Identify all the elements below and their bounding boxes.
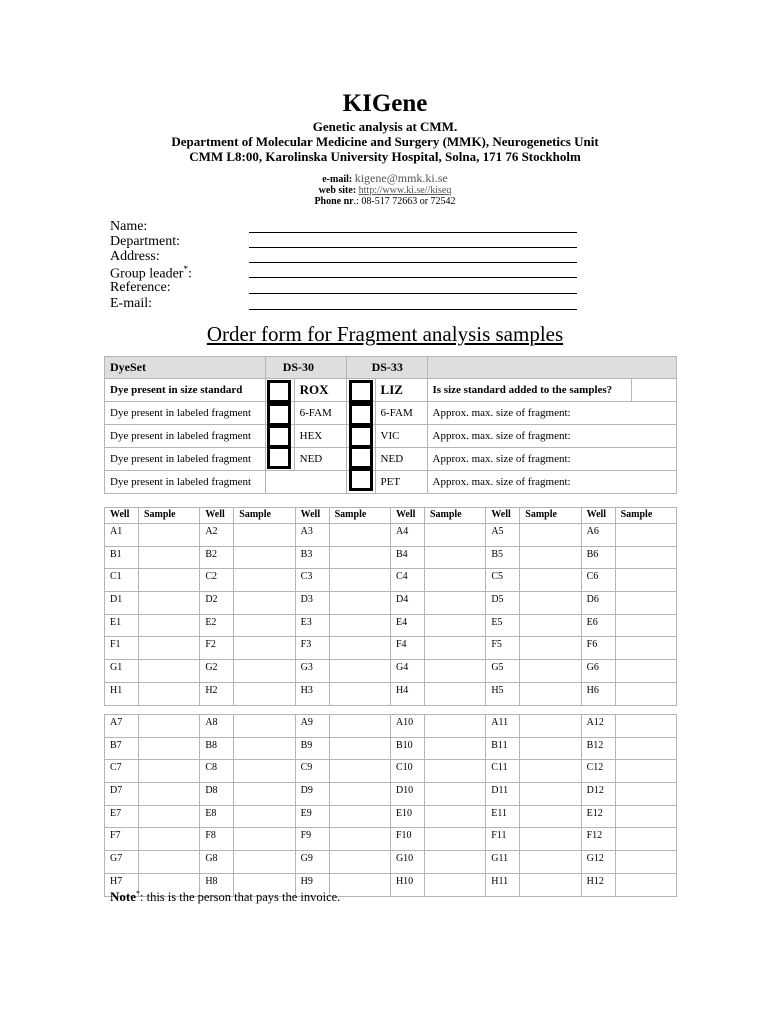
well-id: C11 (486, 760, 520, 783)
well-id: H1 (105, 682, 139, 705)
sample-input[interactable] (234, 524, 295, 547)
ds33-dye: VIC (375, 425, 427, 448)
sample-input[interactable] (424, 715, 485, 738)
sample-header: Sample (329, 508, 390, 524)
well-id: G5 (486, 660, 520, 683)
sample-input[interactable] (615, 715, 676, 738)
sample-header: Sample (615, 508, 676, 524)
ds33-size-standard: LIZ (375, 379, 427, 402)
sample-input[interactable] (234, 637, 295, 660)
size-standard-label: Dye present in size standard (105, 379, 266, 402)
sample-input[interactable] (234, 851, 295, 874)
plate-row (105, 546, 677, 569)
sample-input[interactable] (329, 783, 390, 806)
approx-size-label[interactable]: Approx. max. size of fragment: (427, 425, 677, 448)
well-id: F8 (200, 828, 234, 851)
well-id: D9 (295, 783, 329, 806)
well-id: F10 (390, 828, 424, 851)
ds33-dye-checkbox-2[interactable] (349, 425, 373, 448)
well-id: F3 (295, 637, 329, 660)
sample-input[interactable] (424, 828, 485, 851)
well-id: H5 (486, 682, 520, 705)
sample-input[interactable] (234, 682, 295, 705)
plate-row (105, 637, 677, 660)
sample-input[interactable] (234, 715, 295, 738)
well-id: B8 (200, 737, 234, 760)
well-id: B12 (581, 737, 615, 760)
sample-input[interactable] (615, 592, 676, 615)
sample-input[interactable] (424, 851, 485, 874)
sample-input[interactable] (138, 737, 199, 760)
sample-input[interactable] (520, 715, 581, 738)
well-id: G1 (105, 660, 139, 683)
sample-input[interactable] (234, 805, 295, 828)
well-id: D12 (581, 783, 615, 806)
size-standard-question: Is size standard added to the samples? (427, 379, 632, 402)
name-label: Name: (110, 219, 148, 234)
well-id: E11 (486, 805, 520, 828)
sample-input[interactable] (424, 524, 485, 547)
sample-input[interactable] (520, 524, 581, 547)
well-id: D7 (105, 783, 139, 806)
sample-input[interactable] (615, 828, 676, 851)
well-id: E4 (390, 614, 424, 637)
ds33-header: DS-33 (346, 357, 427, 379)
address-field[interactable] (249, 262, 577, 263)
sample-input[interactable] (234, 660, 295, 683)
sample-input[interactable] (138, 524, 199, 547)
ds33-dye-checkbox-3[interactable] (349, 446, 373, 469)
sample-input[interactable] (424, 783, 485, 806)
sample-input[interactable] (424, 569, 485, 592)
well-id: H8 (200, 873, 234, 896)
well-id: C1 (105, 569, 139, 592)
email-field[interactable] (249, 309, 577, 310)
subtitle-line-2: Department of Molecular Medicine and Surgery (MMK), Neurogenetics Unit (171, 134, 599, 149)
plate-row (105, 524, 677, 547)
sample-input[interactable] (234, 569, 295, 592)
well-id: H11 (486, 873, 520, 896)
well-id: B4 (390, 546, 424, 569)
sample-input[interactable] (615, 851, 676, 874)
ds30-dye-checkbox-3[interactable] (267, 446, 291, 469)
ds33-dye-checkbox-4[interactable] (349, 468, 373, 491)
sample-header: Sample (138, 508, 199, 524)
plate-row (105, 783, 677, 806)
plate-row (105, 828, 677, 851)
well-id: F7 (105, 828, 139, 851)
well-id: G12 (581, 851, 615, 874)
sample-input[interactable] (234, 592, 295, 615)
well-id: G7 (105, 851, 139, 874)
phone-label: Phone nr (314, 196, 354, 207)
sample-input[interactable] (138, 715, 199, 738)
well-id: D11 (486, 783, 520, 806)
form-title: Order form for Fragment analysis samples (206, 322, 564, 346)
well-id: D10 (390, 783, 424, 806)
well-id: E1 (105, 614, 139, 637)
well-id: F1 (105, 637, 139, 660)
well-id: H3 (295, 682, 329, 705)
sample-input[interactable] (424, 873, 485, 896)
sample-input[interactable] (234, 783, 295, 806)
sample-input[interactable] (138, 660, 199, 683)
plate-row (105, 614, 677, 637)
well-id: G8 (200, 851, 234, 874)
well-id: A7 (105, 715, 139, 738)
sample-input[interactable] (138, 783, 199, 806)
sample-input[interactable] (520, 805, 581, 828)
well-id: A11 (486, 715, 520, 738)
sample-input[interactable] (138, 592, 199, 615)
well-id: A3 (295, 524, 329, 547)
address-label: Address: (110, 249, 160, 264)
well-id: C10 (390, 760, 424, 783)
sample-input[interactable] (329, 760, 390, 783)
well-id: A12 (581, 715, 615, 738)
fragment-label: Dye present in labeled fragment (105, 425, 266, 448)
sample-input[interactable] (329, 592, 390, 615)
well-id: E5 (486, 614, 520, 637)
well-id: F9 (295, 828, 329, 851)
page-title: KIGene (342, 90, 428, 117)
well-id: G3 (295, 660, 329, 683)
reference-label: Reference: (110, 280, 171, 295)
sample-header: Sample (424, 508, 485, 524)
sample-input[interactable] (424, 805, 485, 828)
ds30-header: DS-30 (265, 357, 346, 379)
sample-input[interactable] (234, 614, 295, 637)
ds33-dye-checkbox-1[interactable] (349, 403, 373, 426)
sample-input[interactable] (615, 760, 676, 783)
size-standard-answer[interactable] (632, 379, 677, 402)
sample-input[interactable] (138, 682, 199, 705)
sample-input[interactable] (329, 682, 390, 705)
plate-row (105, 592, 677, 615)
ds33-dye: 6-FAM (375, 402, 427, 425)
well-id: C4 (390, 569, 424, 592)
sample-input[interactable] (329, 524, 390, 547)
note-label: Note (110, 889, 136, 905)
sample-input[interactable] (520, 828, 581, 851)
well-id: B5 (486, 546, 520, 569)
well-id: F6 (581, 637, 615, 660)
sample-input[interactable] (329, 737, 390, 760)
ds30-dye-checkbox-2[interactable] (267, 425, 291, 448)
sample-input[interactable] (138, 828, 199, 851)
well-id: G2 (200, 660, 234, 683)
approx-size-label[interactable]: Approx. max. size of fragment: (427, 471, 677, 494)
plate-row (105, 760, 677, 783)
sample-input[interactable] (424, 614, 485, 637)
plate-row (105, 805, 677, 828)
well-id: B9 (295, 737, 329, 760)
plate-row (105, 851, 677, 874)
well-id: C3 (295, 569, 329, 592)
well-id: E9 (295, 805, 329, 828)
plate-table-1-6 (104, 507, 677, 706)
sample-header: Sample (234, 508, 295, 524)
sample-input[interactable] (329, 637, 390, 660)
ds30-dye: HEX (294, 425, 346, 448)
well-id: B10 (390, 737, 424, 760)
sample-input[interactable] (138, 805, 199, 828)
well-id: G4 (390, 660, 424, 683)
dye-row (105, 402, 677, 425)
sample-input[interactable] (615, 805, 676, 828)
sample-input[interactable] (520, 569, 581, 592)
liz-checkbox[interactable] (349, 380, 373, 403)
sample-input[interactable] (329, 715, 390, 738)
website-link[interactable]: http://www.ki.se//kiseq (358, 185, 452, 196)
sample-input[interactable] (424, 682, 485, 705)
well-id: F2 (200, 637, 234, 660)
sample-input[interactable] (329, 660, 390, 683)
approx-size-label[interactable]: Approx. max. size of fragment: (427, 448, 677, 471)
sample-input[interactable] (138, 546, 199, 569)
ds30-dye-checkbox-1[interactable] (267, 403, 291, 426)
well-id: C12 (581, 760, 615, 783)
group-leader-label: Group leader*: (110, 264, 192, 282)
ds30-dye: NED (294, 448, 346, 471)
email-line (0, 171, 770, 186)
well-id: H9 (295, 873, 329, 896)
well-id: H4 (390, 682, 424, 705)
well-id: E7 (105, 805, 139, 828)
plate-row (105, 682, 677, 705)
well-id: C9 (295, 760, 329, 783)
subtitle-line-1: Genetic analysis at CMM. (312, 119, 458, 134)
plate-header-row (105, 508, 677, 524)
dyeset-header-row (105, 357, 677, 379)
sample-input[interactable] (329, 805, 390, 828)
plate-row (105, 569, 677, 592)
well-id: H2 (200, 682, 234, 705)
well-id: A1 (105, 524, 139, 547)
ds33-dye: PET (375, 471, 427, 494)
sample-input[interactable] (615, 637, 676, 660)
well-header: Well (295, 508, 329, 524)
sample-input[interactable] (329, 546, 390, 569)
approx-size-label[interactable]: Approx. max. size of fragment: (427, 402, 677, 425)
sample-input[interactable] (520, 783, 581, 806)
email-label: e-mail: (322, 174, 353, 185)
well-id: D8 (200, 783, 234, 806)
sample-input[interactable] (615, 873, 676, 896)
fragment-label: Dye present in labeled fragment (105, 402, 266, 425)
well-id: H12 (581, 873, 615, 896)
sample-input[interactable] (424, 592, 485, 615)
well-id: A5 (486, 524, 520, 547)
well-id: A10 (390, 715, 424, 738)
well-id: G9 (295, 851, 329, 874)
well-id: E10 (390, 805, 424, 828)
well-id: F5 (486, 637, 520, 660)
fragment-label: Dye present in labeled fragment (105, 448, 266, 471)
dye-row (105, 425, 677, 448)
well-id: C6 (581, 569, 615, 592)
sample-input[interactable] (520, 592, 581, 615)
well-id: H7 (105, 873, 139, 896)
sample-input[interactable] (424, 546, 485, 569)
ds33-dye: NED (375, 448, 427, 471)
sample-input[interactable] (234, 737, 295, 760)
well-id: B7 (105, 737, 139, 760)
well-id: A4 (390, 524, 424, 547)
well-id: F11 (486, 828, 520, 851)
sample-input[interactable] (138, 569, 199, 592)
sample-input[interactable] (138, 614, 199, 637)
website-line (0, 185, 770, 196)
ds30-dye: 6-FAM (294, 402, 346, 425)
sample-input[interactable] (424, 760, 485, 783)
well-id: B11 (486, 737, 520, 760)
well-id: C2 (200, 569, 234, 592)
dye-row (105, 448, 677, 471)
sample-input[interactable] (234, 546, 295, 569)
sample-input[interactable] (329, 569, 390, 592)
well-id: D3 (295, 592, 329, 615)
phone-number: .: 08-517 72663 or 72542 (353, 196, 456, 207)
well-id: E3 (295, 614, 329, 637)
size-standard-row (105, 379, 677, 402)
email-field-label: E-mail: (110, 296, 152, 311)
sample-input[interactable] (520, 546, 581, 569)
well-id: F12 (581, 828, 615, 851)
sample-input[interactable] (424, 637, 485, 660)
sample-input[interactable] (329, 614, 390, 637)
plate-row (105, 715, 677, 738)
reference-field[interactable] (249, 293, 577, 294)
well-id: E6 (581, 614, 615, 637)
well-id: B6 (581, 546, 615, 569)
sample-input[interactable] (615, 660, 676, 683)
well-id: D1 (105, 592, 139, 615)
name-field[interactable] (249, 232, 577, 233)
well-id: H6 (581, 682, 615, 705)
well-header: Well (581, 508, 615, 524)
well-id: B1 (105, 546, 139, 569)
well-id: D6 (581, 592, 615, 615)
sample-input[interactable] (615, 546, 676, 569)
sample-input[interactable] (520, 637, 581, 660)
well-header: Well (105, 508, 139, 524)
well-id: C5 (486, 569, 520, 592)
sample-input[interactable] (520, 660, 581, 683)
department-field[interactable] (249, 247, 577, 248)
sample-input[interactable] (138, 637, 199, 660)
well-id: E2 (200, 614, 234, 637)
well-id: E8 (200, 805, 234, 828)
sample-input[interactable] (615, 614, 676, 637)
well-id: G6 (581, 660, 615, 683)
sample-input[interactable] (615, 569, 676, 592)
ds30-size-standard: ROX (294, 379, 346, 402)
department-label: Department: (110, 234, 180, 249)
well-id: G11 (486, 851, 520, 874)
well-id: H10 (390, 873, 424, 896)
well-id: A2 (200, 524, 234, 547)
well-header: Well (390, 508, 424, 524)
plate-row (105, 660, 677, 683)
sample-input[interactable] (234, 828, 295, 851)
sample-input[interactable] (615, 737, 676, 760)
sample-input[interactable] (520, 873, 581, 896)
sample-input[interactable] (520, 851, 581, 874)
well-id: A6 (581, 524, 615, 547)
well-header: Well (200, 508, 234, 524)
well-id: F4 (390, 637, 424, 660)
sample-input[interactable] (424, 737, 485, 760)
dyeset-table (104, 356, 677, 494)
phone-line (0, 196, 770, 207)
well-id: B2 (200, 546, 234, 569)
sample-input[interactable] (615, 524, 676, 547)
sample-input[interactable] (138, 851, 199, 874)
well-id: D4 (390, 592, 424, 615)
well-id: D2 (200, 592, 234, 615)
sample-input[interactable] (329, 828, 390, 851)
well-id: B3 (295, 546, 329, 569)
sample-input[interactable] (520, 737, 581, 760)
invoice-note: Note*: this is the person that pays the invoice. (110, 889, 341, 905)
sample-input[interactable] (520, 682, 581, 705)
sample-input[interactable] (520, 760, 581, 783)
rox-checkbox[interactable] (267, 380, 291, 403)
group-leader-field[interactable] (249, 277, 577, 278)
well-header: Well (486, 508, 520, 524)
well-id: A8 (200, 715, 234, 738)
plate-row (105, 737, 677, 760)
well-id: E12 (581, 805, 615, 828)
sample-input[interactable] (615, 682, 676, 705)
well-id: D5 (486, 592, 520, 615)
website-label: web site: (318, 185, 357, 196)
sample-input[interactable] (615, 783, 676, 806)
well-id: A9 (295, 715, 329, 738)
ds30-dye (265, 471, 346, 494)
sample-input[interactable] (138, 760, 199, 783)
sample-header: Sample (520, 508, 581, 524)
sample-input[interactable] (234, 760, 295, 783)
note-text: : this is the person that pays the invoice. (140, 890, 341, 905)
sample-input[interactable] (424, 660, 485, 683)
fragment-label: Dye present in labeled fragment (105, 471, 266, 494)
well-id: C8 (200, 760, 234, 783)
sample-input[interactable] (520, 614, 581, 637)
email-link[interactable]: kigene@mmk.ki.se (354, 171, 448, 185)
dyeset-header: DyeSet (105, 357, 266, 379)
well-id: C7 (105, 760, 139, 783)
plate-table-7-12 (104, 714, 677, 897)
subtitle-line-3: CMM L8:00, Karolinska University Hospital, Solna, 171 76 Stockholm (189, 149, 581, 164)
dye-row (105, 471, 677, 494)
sample-input[interactable] (329, 851, 390, 874)
well-id: G10 (390, 851, 424, 874)
